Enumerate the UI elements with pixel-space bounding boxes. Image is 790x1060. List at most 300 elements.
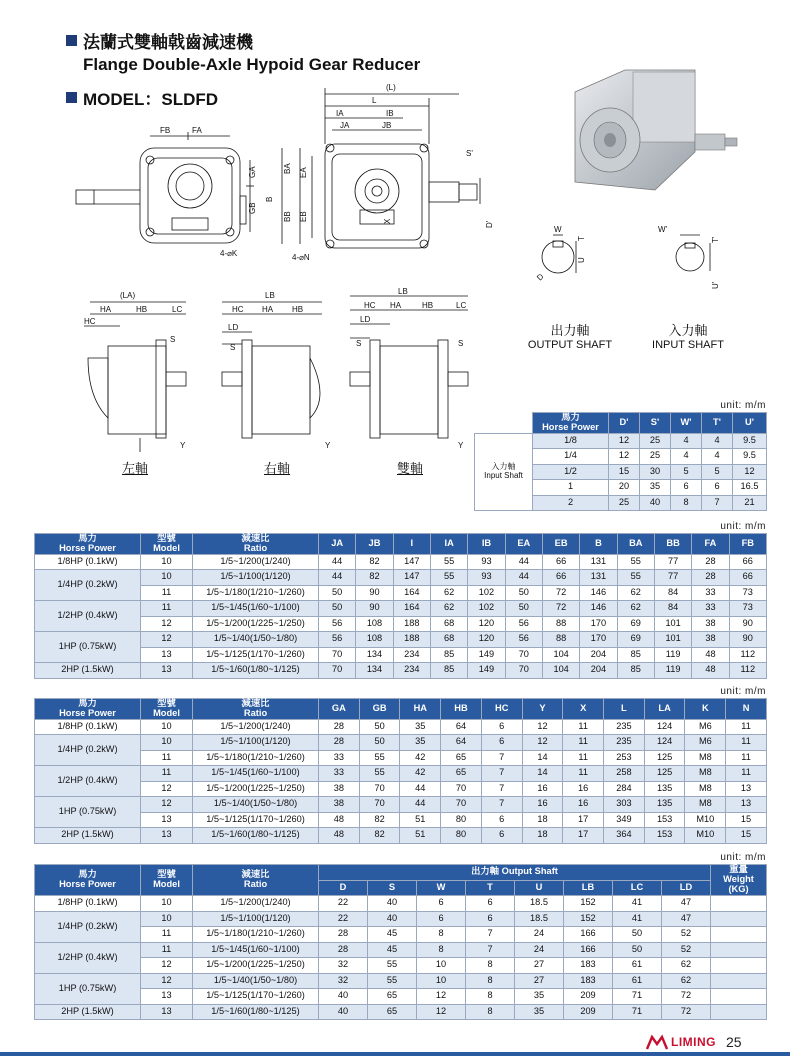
value-cell: 70: [319, 663, 356, 679]
ratio-cell: 1/5~1/45(1/60~1/100): [193, 766, 319, 782]
table-row: [35, 812, 767, 828]
model-cell: 11: [141, 750, 193, 766]
value-cell: 50: [505, 585, 542, 601]
dim-hc-double: HC: [364, 301, 376, 310]
value-cell: 73: [729, 601, 766, 617]
value-cell: 4: [702, 449, 733, 465]
value-cell: 70: [319, 647, 356, 663]
ratio-cell: 1/5~1/200(1/225~1/250): [193, 781, 319, 797]
hp-header-cn: 馬力: [78, 533, 97, 543]
ratio-cell: 1/5~1/40(1/50~1/80): [193, 973, 319, 989]
ratio-cell: 1/5~1/180(1/210~1/260): [193, 750, 319, 766]
col-header: D: [319, 880, 368, 896]
value-cell: 65: [368, 1004, 417, 1020]
col-header: LC: [613, 880, 662, 896]
value-cell: 90: [729, 616, 766, 632]
dim-d: D: [535, 271, 546, 283]
dim-ha-double: HA: [390, 301, 402, 310]
value-cell: 45: [368, 942, 417, 958]
value-cell: 11: [563, 750, 604, 766]
dim-b: B: [265, 196, 274, 202]
table-row: [35, 601, 767, 617]
model-cell: 13: [141, 828, 193, 844]
value-cell: 6: [417, 896, 466, 912]
unit-label-t2: unit: m/m: [720, 686, 766, 697]
value-cell: 153: [644, 812, 685, 828]
hp-cell: 1/2HP (0.4kW): [35, 766, 141, 797]
value-cell: 93: [468, 554, 505, 570]
hp-en: Horse Power: [542, 421, 599, 432]
value-cell: 16: [522, 797, 563, 813]
value-cell: M6: [685, 735, 726, 751]
value-cell: 120: [468, 616, 505, 632]
ratio-cell: 1/5~1/200(1/225~1/250): [193, 616, 319, 632]
value-cell: 20: [609, 480, 640, 496]
value-cell: 6: [481, 812, 522, 828]
table-row: [35, 989, 767, 1005]
value-cell: 84: [654, 601, 691, 617]
value-cell: 22: [319, 896, 368, 912]
table-row: [35, 554, 767, 570]
value-cell: 108: [356, 616, 393, 632]
value-cell: 71: [613, 989, 662, 1005]
value-cell: M6: [685, 719, 726, 735]
model-header: [141, 699, 193, 720]
value-cell: 8: [671, 495, 702, 511]
dim-fb: FB: [160, 126, 171, 135]
dim-s-double-left: S: [356, 339, 362, 348]
col-header: FA: [692, 534, 729, 555]
value-cell: 85: [430, 647, 467, 663]
hp-cell: 1: [533, 480, 609, 496]
dim-n: 4-⌀N: [292, 253, 310, 262]
col-header: T': [702, 413, 733, 434]
value-cell: 25: [640, 433, 671, 449]
value-cell: 32: [319, 973, 368, 989]
hp-cell: 1/8HP (0.1kW): [35, 896, 141, 912]
view-left-label: 左軸: [121, 461, 148, 476]
col-header: HB: [441, 699, 482, 720]
ratio-header-en: Ratio: [243, 879, 268, 889]
col-header: N: [726, 699, 767, 720]
dim-eb: EB: [299, 211, 308, 222]
weight-cell: [711, 911, 767, 927]
value-cell: 166: [564, 927, 613, 943]
front-view-drawings: [60, 78, 500, 268]
model-cell: 10: [141, 896, 193, 912]
value-cell: 35: [400, 719, 441, 735]
value-cell: 6: [481, 719, 522, 735]
value-cell: 108: [356, 632, 393, 648]
value-cell: 13: [726, 781, 767, 797]
value-cell: 28: [319, 927, 368, 943]
value-cell: 25: [640, 449, 671, 465]
value-cell: 11: [726, 719, 767, 735]
hp-cell: 1HP (0.75kW): [35, 973, 141, 1004]
model-cell: 13: [141, 1004, 193, 1020]
value-cell: M8: [685, 797, 726, 813]
value-cell: 166: [564, 942, 613, 958]
value-cell: 32: [319, 958, 368, 974]
value-cell: 82: [359, 812, 400, 828]
value-cell: 209: [564, 1004, 613, 1020]
model-cell: 12: [141, 973, 193, 989]
value-cell: 70: [359, 781, 400, 797]
value-cell: 62: [662, 973, 711, 989]
table-row: [35, 927, 767, 943]
value-cell: 71: [613, 1004, 662, 1020]
product-photo: [555, 62, 745, 202]
table-row: [35, 828, 767, 844]
value-cell: 12: [522, 735, 563, 751]
page-number: 25: [726, 1034, 742, 1050]
dim-fa: FA: [192, 126, 202, 135]
value-cell: 147: [393, 570, 430, 586]
col-header: S: [368, 880, 417, 896]
ratio-cell: 1/5~1/200(1/225~1/250): [193, 958, 319, 974]
hp-header-cn: 馬力: [78, 698, 97, 708]
ratio-header-cn: 減速比: [241, 698, 270, 708]
value-cell: 28: [319, 719, 360, 735]
hp-cell: 1/4HP (0.2kW): [35, 735, 141, 766]
dim-ea: EA: [299, 167, 308, 178]
weight-cell: [711, 973, 767, 989]
col-header: S': [640, 413, 671, 434]
model-header-en: Model: [153, 542, 180, 553]
hp-header: [35, 865, 141, 896]
value-cell: 33: [319, 766, 360, 782]
value-cell: 44: [400, 797, 441, 813]
dim-d-prime: D': [485, 220, 494, 228]
hp-header-en: Horse Power: [59, 542, 116, 553]
hp-cell: 2HP (1.5kW): [35, 828, 141, 844]
ratio-cell: 1/5~1/125(1/170~1/260): [193, 989, 319, 1005]
unit-label-t3: unit: m/m: [720, 852, 766, 863]
title-en: Flange Double-Axle Hypoid Gear Reducer: [83, 55, 421, 74]
hp-cell: 1/4HP (0.2kW): [35, 911, 141, 942]
value-cell: 119: [654, 663, 691, 679]
value-cell: 68: [430, 632, 467, 648]
model-header-en: Model: [153, 879, 180, 889]
ratio-cell: 1/5~1/200(1/240): [193, 896, 319, 912]
value-cell: 7: [481, 781, 522, 797]
model-cell: 11: [141, 927, 193, 943]
value-cell: 72: [662, 989, 711, 1005]
value-cell: 4: [671, 433, 702, 449]
ratio-cell: 1/5~1/200(1/240): [193, 554, 319, 570]
value-cell: 16: [522, 781, 563, 797]
title-cn-row: [66, 28, 420, 53]
value-cell: 44: [505, 554, 542, 570]
dim-l: L: [372, 96, 377, 105]
value-cell: 135: [644, 797, 685, 813]
value-cell: 28: [692, 554, 729, 570]
value-cell: 47: [662, 911, 711, 927]
model-cell: 13: [141, 663, 193, 679]
value-cell: 42: [400, 766, 441, 782]
value-cell: 62: [430, 585, 467, 601]
hp-header: [35, 534, 141, 555]
model-header: [141, 865, 193, 896]
value-cell: 125: [644, 766, 685, 782]
value-cell: 40: [368, 896, 417, 912]
dim-hb-double: HB: [422, 301, 434, 310]
hp-cn: 馬力: [561, 412, 580, 422]
model-cell: 12: [141, 797, 193, 813]
col-header: JB: [356, 534, 393, 555]
value-cell: 80: [441, 828, 482, 844]
dim-u: U: [577, 257, 586, 263]
value-cell: 40: [368, 911, 417, 927]
value-cell: 85: [430, 663, 467, 679]
dim-jb: JB: [382, 121, 392, 130]
value-cell: 35: [515, 1004, 564, 1020]
dimension-table-1: [34, 533, 767, 679]
table-row: [35, 570, 767, 586]
col-header: FB: [729, 534, 766, 555]
weight-cell: [711, 927, 767, 943]
value-cell: 68: [430, 616, 467, 632]
value-cell: 147: [393, 554, 430, 570]
dim-y-double: Y: [458, 441, 464, 450]
value-cell: 8: [466, 958, 515, 974]
ratio-header-cn: 減速比: [241, 533, 270, 543]
table-row: [35, 911, 767, 927]
ratio-cell: 1/5~1/125(1/170~1/260): [193, 812, 319, 828]
value-cell: 11: [726, 735, 767, 751]
value-cell: 6: [671, 480, 702, 496]
dim-lc-double: LC: [456, 301, 467, 310]
value-cell: 119: [654, 647, 691, 663]
hp-header-en: Horse Power: [59, 879, 116, 889]
value-cell: 9.5: [733, 449, 767, 465]
weight-cell: [711, 942, 767, 958]
value-cell: 6: [466, 896, 515, 912]
model-cell: 10: [141, 570, 193, 586]
value-cell: 48: [319, 828, 360, 844]
value-cell: 33: [692, 585, 729, 601]
value-cell: 47: [662, 896, 711, 912]
value-cell: 27: [515, 973, 564, 989]
value-cell: 45: [368, 927, 417, 943]
dim-lb-right: LB: [265, 291, 275, 300]
model-cell: 13: [141, 989, 193, 1005]
value-cell: 102: [468, 585, 505, 601]
dimension-table-3: [34, 864, 767, 1020]
ratio-header-en: Ratio: [243, 542, 268, 553]
col-header: D': [609, 413, 640, 434]
model-cell: 12: [141, 781, 193, 797]
value-cell: 40: [319, 989, 368, 1005]
value-cell: 11: [563, 719, 604, 735]
value-cell: 38: [319, 781, 360, 797]
value-cell: 88: [542, 632, 579, 648]
col-header: LA: [644, 699, 685, 720]
value-cell: 131: [580, 554, 617, 570]
value-cell: 66: [542, 570, 579, 586]
model-header: [141, 534, 193, 555]
value-cell: 90: [729, 632, 766, 648]
col-header: EB: [542, 534, 579, 555]
col-header: B: [580, 534, 617, 555]
ratio-cell: 1/5~1/180(1/210~1/260): [193, 927, 319, 943]
weight-cell: [711, 1004, 767, 1020]
value-cell: 70: [505, 663, 542, 679]
value-cell: 253: [604, 750, 645, 766]
value-cell: 7: [481, 750, 522, 766]
dim-ba: BA: [283, 163, 292, 174]
table-row: [35, 797, 767, 813]
value-cell: 7: [466, 942, 515, 958]
side-view-drawings: [60, 288, 480, 458]
ratio-cell: 1/5~1/45(1/60~1/100): [193, 601, 319, 617]
blank-corner: [475, 413, 533, 434]
value-cell: 284: [604, 781, 645, 797]
value-cell: 102: [468, 601, 505, 617]
value-cell: 6: [481, 735, 522, 751]
value-cell: 18: [522, 812, 563, 828]
table-row: [35, 616, 767, 632]
dim-ha-left: HA: [100, 305, 112, 314]
model-cell: 12: [141, 616, 193, 632]
dim-ga: GA: [248, 166, 257, 178]
dim-hc-right: HC: [232, 305, 244, 314]
col-header: GA: [319, 699, 360, 720]
value-cell: 16.5: [733, 480, 767, 496]
model-cell: 11: [141, 585, 193, 601]
value-cell: 56: [319, 616, 356, 632]
ratio-header-en: Ratio: [243, 707, 268, 718]
weight-cn: 重量: [729, 864, 748, 875]
col-header: BB: [654, 534, 691, 555]
value-cell: 152: [564, 896, 613, 912]
value-cell: 62: [430, 601, 467, 617]
value-cell: 124: [644, 719, 685, 735]
value-cell: 84: [654, 585, 691, 601]
unit-label-input: unit: m/m: [720, 400, 766, 411]
table-row: [475, 433, 767, 449]
col-header: I: [393, 534, 430, 555]
value-cell: 35: [515, 989, 564, 1005]
dim-hb-right: HB: [292, 305, 304, 314]
view-double-label: 雙軸: [396, 461, 423, 476]
value-cell: 16: [563, 797, 604, 813]
value-cell: 5: [671, 464, 702, 480]
value-cell: 149: [468, 647, 505, 663]
value-cell: 21: [733, 495, 767, 511]
dim-s-left: S: [170, 335, 176, 344]
hp-cell: 1HP (0.75kW): [35, 797, 141, 828]
value-cell: 149: [468, 663, 505, 679]
value-cell: 48: [692, 663, 729, 679]
table-row: [35, 719, 767, 735]
value-cell: 80: [441, 812, 482, 828]
table-row: [35, 1004, 767, 1020]
col-header: LD: [662, 880, 711, 896]
value-cell: 209: [564, 989, 613, 1005]
value-cell: 51: [400, 812, 441, 828]
value-cell: 65: [441, 766, 482, 782]
value-cell: 164: [393, 585, 430, 601]
value-cell: 33: [319, 750, 360, 766]
table-row: [35, 942, 767, 958]
table-row: [35, 973, 767, 989]
value-cell: 8: [466, 989, 515, 1005]
dim-bb: BB: [283, 211, 292, 222]
value-cell: 90: [356, 601, 393, 617]
value-cell: 55: [617, 570, 654, 586]
value-cell: 85: [617, 647, 654, 663]
table-row: [35, 735, 767, 751]
value-cell: 14: [522, 766, 563, 782]
value-cell: 38: [692, 616, 729, 632]
brand-logo: [646, 1034, 742, 1050]
ratio-header: [193, 699, 319, 720]
value-cell: 12: [733, 464, 767, 480]
value-cell: 65: [441, 750, 482, 766]
value-cell: 88: [542, 616, 579, 632]
value-cell: 70: [441, 781, 482, 797]
value-cell: 66: [542, 554, 579, 570]
value-cell: 28: [319, 942, 368, 958]
value-cell: 50: [319, 585, 356, 601]
dim-s-prime: S': [466, 149, 473, 158]
table-row: [35, 647, 767, 663]
value-cell: 33: [692, 601, 729, 617]
col-header: Y: [522, 699, 563, 720]
model-cell: 10: [141, 554, 193, 570]
value-cell: 50: [613, 927, 662, 943]
footer-bar: [0, 1052, 790, 1056]
model-header-cn: 型號: [157, 698, 176, 708]
value-cell: 153: [644, 828, 685, 844]
col-header: LB: [564, 880, 613, 896]
value-cell: M10: [685, 828, 726, 844]
output-shaft-en: OUTPUT SHAFT: [527, 339, 613, 351]
value-cell: 364: [604, 828, 645, 844]
ratio-cell: 1/5~1/100(1/120): [193, 570, 319, 586]
value-cell: 146: [580, 585, 617, 601]
value-cell: 14: [522, 750, 563, 766]
model-cell: 10: [141, 719, 193, 735]
value-cell: 135: [644, 781, 685, 797]
value-cell: 15: [726, 828, 767, 844]
output-shaft-label: [522, 320, 618, 351]
model-header-cn: 型號: [157, 533, 176, 543]
value-cell: 64: [441, 719, 482, 735]
value-cell: 56: [319, 632, 356, 648]
value-cell: 22: [319, 911, 368, 927]
value-cell: 50: [613, 942, 662, 958]
hp-header-en: Horse Power: [59, 707, 116, 718]
value-cell: 35: [640, 480, 671, 496]
value-cell: 82: [359, 828, 400, 844]
ratio-cell: 1/5~1/60(1/80~1/125): [193, 1004, 319, 1020]
value-cell: 164: [393, 601, 430, 617]
dim-s-right: S: [230, 343, 236, 352]
ratio-cell: 1/5~1/100(1/120): [193, 911, 319, 927]
unit-label-t1: unit: m/m: [720, 521, 766, 532]
value-cell: 258: [604, 766, 645, 782]
model-cell: 11: [141, 942, 193, 958]
table-row: [35, 958, 767, 974]
dim-gb: GB: [248, 202, 257, 214]
dim-hb-left: HB: [136, 305, 148, 314]
hp-cell: 1/2HP (0.4kW): [35, 942, 141, 973]
value-cell: 7: [466, 927, 515, 943]
value-cell: 8: [466, 973, 515, 989]
value-cell: 120: [468, 632, 505, 648]
